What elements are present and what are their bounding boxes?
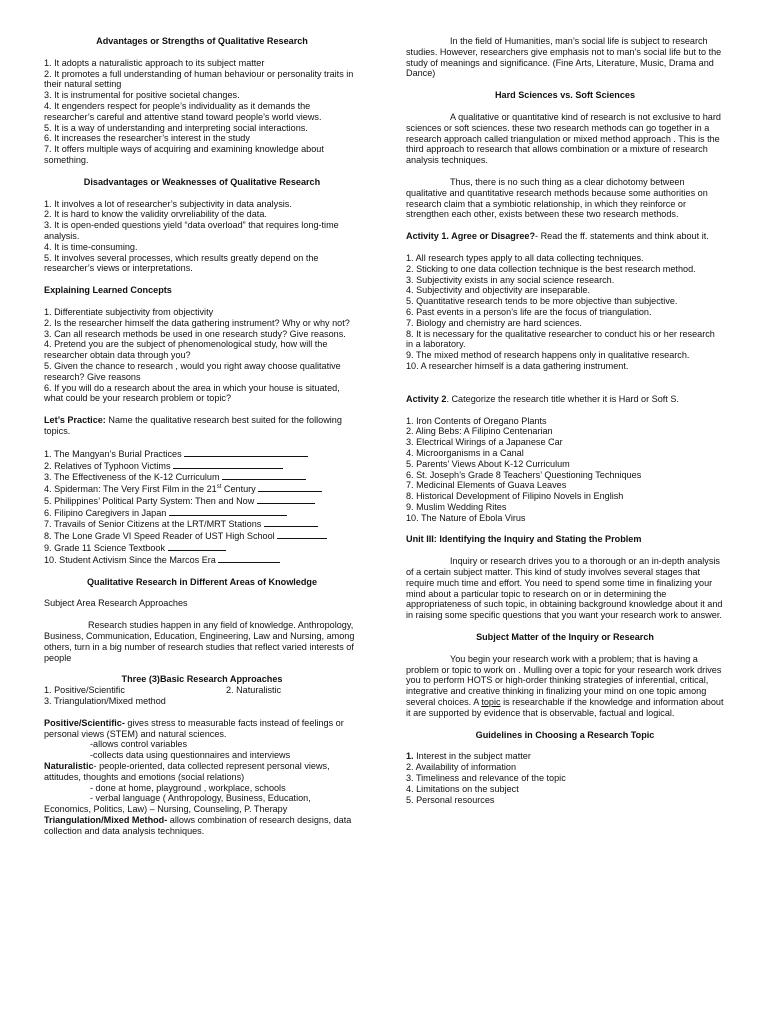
- list-item: 3. Electrical Wirings of a Japanese Car: [406, 437, 563, 448]
- approach-item: 2. Naturalistic: [226, 685, 282, 696]
- positive-detail: -collects data using questionnaires and interviews: [90, 750, 291, 761]
- advantages-heading: Advantages or Strengths of Qualitative Research: [96, 36, 308, 46]
- list-item: 1. All research types apply to all data collecting techniques.: [406, 252, 644, 263]
- hard-soft-paragraph: A qualitative or quantitative kind of research is not exclusive to hard sciences or soft sciences. these two research methods can go together in a research approach called triangulation or mixed method approach . This is the third approach to research that allows combination or a mixture of research analysis techniques.: [406, 111, 721, 166]
- answer-blank[interactable]: [258, 483, 322, 492]
- list-item: 3. It is open-ended questions yield “data overload” that requires long-time analysis.: [44, 220, 339, 241]
- practice-text: Name the qualitative research best suited for the following topics.: [44, 415, 342, 436]
- list-item: 5. Philippines’ Political Party System: Then and Now: [44, 495, 360, 507]
- list-item: 2. Aling Bebs: A Filipino Centenarian: [406, 426, 553, 437]
- list-item: 1. It adopts a naturalistic approach to its subject matter: [44, 57, 265, 68]
- list-item: 7. Travails of Senior Citizens at the LRT/MRT Stations: [44, 518, 360, 530]
- list-item: 7. Medicinal Elements of Guava Leaves: [406, 480, 567, 491]
- list-item: 9. Grade 11 Science Textbook: [44, 542, 360, 554]
- answer-blank[interactable]: [184, 448, 308, 457]
- practice-label: Let’s Practice:: [44, 415, 106, 426]
- list-item: 3. Timeliness and relevance of the topic: [406, 773, 566, 784]
- practice-intro: [44, 415, 360, 437]
- list-item: 10. The Nature of Ebola Virus: [406, 512, 526, 523]
- practice-list: [44, 448, 360, 566]
- approach-item: 3. Triangulation/Mixed method: [44, 696, 166, 707]
- list-item: 3. The Effectiveness of the K-12 Curriculum: [44, 471, 360, 483]
- list-item: 6. St. Joseph’s Grade 8 Teachers’ Questioning Techniques: [406, 469, 642, 480]
- list-item: 2. It is hard to know the validity orvreliability of the data.: [44, 209, 267, 220]
- advantages-list: [44, 58, 360, 166]
- list-item: 1. Iron Contents of Oregano Plants: [406, 415, 547, 426]
- answer-blank[interactable]: [169, 507, 287, 516]
- list-item: 5. Personal resources: [406, 794, 495, 805]
- list-item: 4. Microorganisms in a Canal: [406, 447, 524, 458]
- answer-blank[interactable]: [257, 495, 315, 504]
- dichotomy-paragraph: Thus, there is no such thing as a clear dichotomy between qualitative and quantitative research methods because some authorities on research claim that a symbiotic relationship, in which they reinforce or strengthen each other, exists between these two research methods.: [406, 176, 708, 220]
- hard-soft-heading: Hard Sciences vs. Soft Sciences: [494, 90, 635, 101]
- approaches-row: [44, 685, 360, 696]
- list-item: 10. A researcher himself is a data gathering instrument.: [406, 360, 629, 371]
- areas-subheading: Subject Area Research Approaches: [44, 598, 188, 609]
- disadvantages-list: [44, 199, 360, 275]
- list-item: 4. Pretend you are the subject of phenomenological study, how will the researcher obtain data through you?: [44, 339, 328, 361]
- activity-1-list: [406, 253, 724, 372]
- naturalistic-definition: Naturalistic- people-oriented, data collected represent personal views, attitudes, thoughts and emotions (social relations): [44, 761, 330, 782]
- unit-heading: Unit III: Identifying the Inquiry and Stating the Problem: [406, 534, 642, 545]
- subject-matter-heading: Subject Matter of the Inquiry or Research: [476, 632, 654, 643]
- list-item: 5. Quantitative research tends to be more objective than subjective.: [406, 296, 678, 307]
- list-item: 6. If you will do a research about the area in which your house is situated, what could be your research problem or topic?: [44, 382, 340, 404]
- explaining-concepts-list: [44, 307, 360, 404]
- list-item: 2. Sticking to one data collection technique is the best research method.: [406, 263, 696, 274]
- list-item: 8. Historical Development of Filipino Novels in English: [406, 491, 624, 502]
- list-item: 1. Differentiate subjectivity from objectivity: [44, 306, 214, 317]
- list-item: 3. Subjectivity exists in any social science research.: [406, 274, 615, 285]
- answer-blank[interactable]: [218, 554, 280, 563]
- list-item: 2. Availability of information: [406, 762, 517, 773]
- approach-item: 1. Positive/Scientific: [44, 685, 125, 696]
- list-item: 2. Is the researcher himself the data gathering instrument? Why or why not?: [44, 317, 350, 328]
- list-item: 7. Biology and chemistry are hard sciences.: [406, 317, 582, 328]
- answer-blank[interactable]: [222, 471, 306, 480]
- answer-blank[interactable]: [168, 542, 226, 551]
- list-item: 9. Muslim Wedding Rites: [406, 501, 507, 512]
- naturalistic-detail: - verbal language ( Anthropology, Business, Education, Economics, Politics, Law) – Nursing, Counseling, P. Therapy: [44, 793, 311, 815]
- list-item: 4. Spiderman: The Very First Film in the 21st Century: [44, 483, 360, 495]
- right-column: [406, 36, 724, 805]
- areas-heading: Qualitative Research in Different Areas of Knowledge: [86, 576, 318, 587]
- list-item: 1. Interest in the subject matter: [406, 751, 531, 762]
- list-item: 4. It engenders respect for people’s individuality as it demands the researcher’s careful and attentive stand toward people’s world views.: [44, 100, 322, 122]
- list-item: 2. It promotes a full understanding of human behaviour or personality traits in their natural setting: [44, 68, 354, 90]
- list-item: 4. Limitations on the subject: [406, 783, 519, 794]
- list-item: 10. Student Activism Since the Marcos Era: [44, 554, 360, 566]
- three-approaches-heading: Three (3)Basic Research Approaches: [121, 674, 283, 685]
- triangulation-definition: Triangulation/Mixed Method- allows combination of research designs, data collection and data analysis techniques.: [44, 815, 352, 836]
- list-item: 3. It is instrumental for positive societal changes.: [44, 90, 240, 101]
- guidelines-list: [406, 751, 724, 805]
- activity-1-intro: Activity 1. Agree or Disagree?- Read the ff. statements and think about it.: [406, 231, 709, 242]
- list-item: 5. Parents’ Views About K-12 Curriculum: [406, 458, 570, 469]
- list-item: 2. Relatives of Typhoon Victims: [44, 460, 360, 472]
- guidelines-heading: Guidelines in Choosing a Research Topic: [475, 729, 655, 740]
- list-item: 4. It is time-consuming.: [44, 241, 138, 252]
- list-item: 8. It is necessary for the qualitative researcher to conduct his or her research in a laboratory.: [406, 328, 715, 350]
- topic-word: topic: [481, 697, 501, 708]
- answer-blank[interactable]: [277, 530, 327, 539]
- areas-paragraph: Research studies happen in any field of knowledge. Anthropology, Business, Communication, Education, Engineering, Law and Nursing, among others, turn in a big number of research studies that reflect varied interests of people: [44, 620, 355, 663]
- activity-2-list: [406, 416, 724, 524]
- list-item: 1. It involves a lot of researcher’s subjectivity in data analysis.: [44, 198, 292, 209]
- activity-2-intro: Activity 2. Categorize the research title whether it is Hard or Soft S.: [406, 393, 679, 404]
- list-item: 5. Given the chance to research , would you right away choose qualitative research? Give reasons: [44, 360, 341, 382]
- answer-blank[interactable]: [264, 518, 318, 527]
- list-item: 8. The Lone Grade VI Speed Reader of UST High School: [44, 530, 360, 542]
- list-item: 6. Past events in a person’s life are the focus of triangulation.: [406, 306, 652, 317]
- list-item: 5. It is a way of understanding and interpreting social interactions.: [44, 122, 308, 133]
- humanities-paragraph: In the field of Humanities, man’s social life is subject to research studies. However, researchers give emphasis not to man’s social life but to the study of meanings and significance. (Fine Arts, Literature, Music, Drama and Dance): [406, 36, 722, 79]
- answer-blank[interactable]: [173, 460, 283, 469]
- list-item: 7. It offers multiple ways of acquiring and examining knowledge about something.: [44, 144, 324, 165]
- unit-paragraph: Inquiry or research drives you to a thorough or an in-depth analysis of a certain subject matter. This kind of study involves several stages that require much time and effort. You need to spend some time in finalizing your mind about a particular topic to research on or in determining the appropriateness of such topic, in obtaining background knowledge about it and in raising some specific questions that you want your research work to answer.: [406, 556, 723, 621]
- positive-definition: Positive/Scientific- gives stress to measurable facts instead of feelings or personal views (STEM) and natural sciences.: [44, 717, 344, 739]
- left-column: [44, 36, 360, 837]
- explaining-concepts-heading: Explaining Learned Concepts: [44, 285, 172, 296]
- subject-matter-paragraph: You begin your research work with a problem; that is having a problem or topic to work on . Mulling over a topic for your research work drives you to perform HOTS or high-order thinking strategies of inferential, critical, integrative and creative thinking in finalizing your mind on one topic among several choices. A topic is researchable if the knowledge and information about it are supported by evidence that is observable, factual and logical.: [406, 653, 724, 718]
- list-item: 6. It increases the researcher’s interest in the study: [44, 133, 250, 144]
- list-item: 4. Subjectivity and objectivity are inseparable.: [406, 285, 590, 296]
- disadvantages-heading: Disadvantages or Weaknesses of Qualitative Research: [83, 176, 321, 187]
- positive-detail: -allows control variables: [90, 739, 188, 750]
- list-item: 6. Filipino Caregivers in Japan: [44, 507, 360, 519]
- naturalistic-detail: - done at home, playground , workplace, schools: [90, 782, 286, 793]
- list-item: 3. Can all research methods be used in one research study? Give reasons.: [44, 328, 346, 339]
- list-item: 5. It involves several processes, which results greatly depend on the researcher’s views or interpretations.: [44, 252, 319, 274]
- list-item: 1. The Mangyan’s Burial Practices: [44, 448, 360, 460]
- list-item: 9. The mixed method of research happens only in qualitative research.: [406, 350, 690, 361]
